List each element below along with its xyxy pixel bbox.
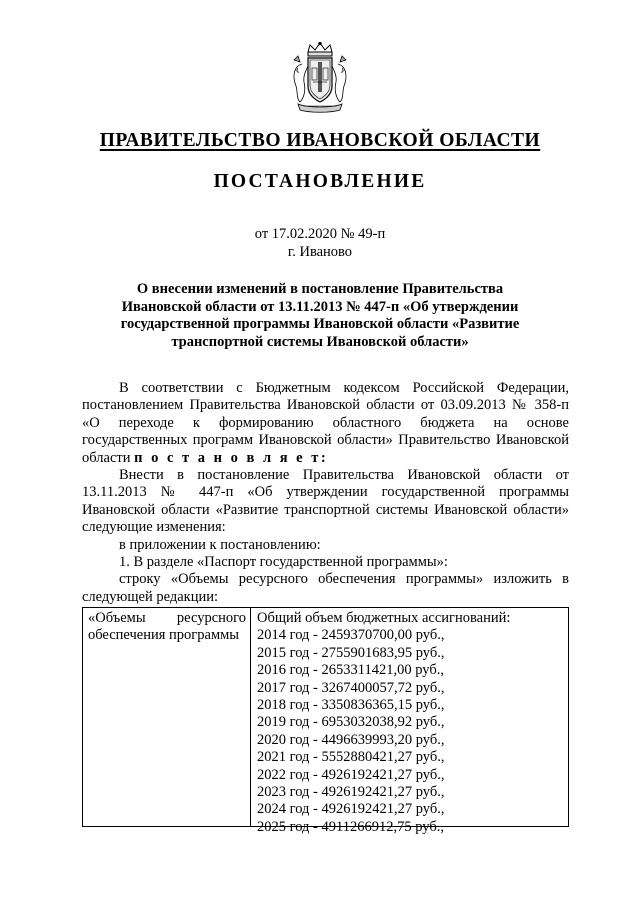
- preamble-text: В соответствии с Бюджетным кодексом Российской Федерации, постановлением Правительства Ивановской области от 03.09.2013 № 358-п «О переходе к формированию областного бюджета на основе государственных программ Ивановской области» Правительство Ивановской области: [82, 380, 569, 466]
- table-divider: [250, 608, 251, 826]
- funding-row: 2020 год - 4496639993,20 руб.,: [257, 731, 445, 748]
- decree-keyword: п о с т а н о в л я е т:: [134, 449, 329, 466]
- funding-row: 2025 год - 4911266912,75 руб.,: [257, 818, 444, 835]
- funding-row: 2015 год - 2755901683,95 руб.,: [257, 644, 445, 661]
- preamble-paragraph: [82, 380, 569, 467]
- row-replacement-paragraph: строку «Объемы ресурсного обеспечения программы» изложить в следующей редакции:: [82, 571, 569, 605]
- subject-line: транспортной системы Ивановской области»: [171, 334, 469, 351]
- funding-row: 2017 год - 3267400057,72 руб.,: [257, 679, 445, 696]
- decree-city: г. Иваново: [287, 244, 353, 260]
- funding-row: 2021 год - 5552880421,27 руб.,: [257, 749, 445, 766]
- subject-line: государственной программы Ивановской области «Развитие: [120, 316, 520, 333]
- label-line: обеспечения программы: [88, 627, 240, 644]
- funding-row: 2022 год - 4926192421,27 руб.,: [257, 766, 445, 783]
- funding-row: 2019 год - 6953032038,92 руб.,: [257, 714, 445, 731]
- ivanovo-coat-of-arms-icon: [288, 42, 352, 114]
- funding-row: 2024 год - 4926192421,27 руб.,: [257, 801, 445, 818]
- label-word: «Объемы: [88, 610, 146, 626]
- funding-row: 2018 год - 3350836365,15 руб.,: [257, 697, 445, 714]
- subject-line: Ивановской области от 13.11.2013 № 447-п «Об утверждении: [121, 298, 519, 315]
- decree-body: [82, 380, 569, 606]
- decree-date-number: от 17.02.2020 № 49-п: [254, 226, 386, 242]
- government-title: ПРАВИТЕЛЬСТВО ИВАНОВСКОЙ ОБЛАСТИ: [99, 130, 541, 151]
- appendix-paragraph: в приложении к постановлению:: [119, 536, 321, 553]
- funding-table: [82, 607, 569, 835]
- amendment-paragraph: Внести в постановление Правительства Ивановской области от 13.11.2013 № 447-п «Об утверждении государственной программы Ивановской области «Развитие транспортной системы Ивановской области» следующие изменения:: [82, 467, 569, 536]
- document-type: ПОСТАНОВЛЕНИЕ: [213, 171, 427, 192]
- total-header: Общий объем бюджетных ассигнований:: [257, 610, 511, 626]
- subject-line: О внесении изменений в постановление Правительства: [136, 281, 504, 297]
- decree-subject: [100, 281, 540, 352]
- table-label-cell: [88, 610, 246, 645]
- table-value-cell: [257, 610, 567, 836]
- funding-row: 2014 год - 2459370700,00 руб.,: [257, 627, 445, 644]
- label-word: ресурсного: [176, 610, 246, 626]
- funding-row: 2016 год - 2653311421,00 руб.,: [257, 662, 444, 679]
- funding-row: 2023 год - 4926192421,27 руб.,: [257, 784, 445, 801]
- section-paragraph: 1. В разделе «Паспорт государственной программы»:: [119, 554, 448, 571]
